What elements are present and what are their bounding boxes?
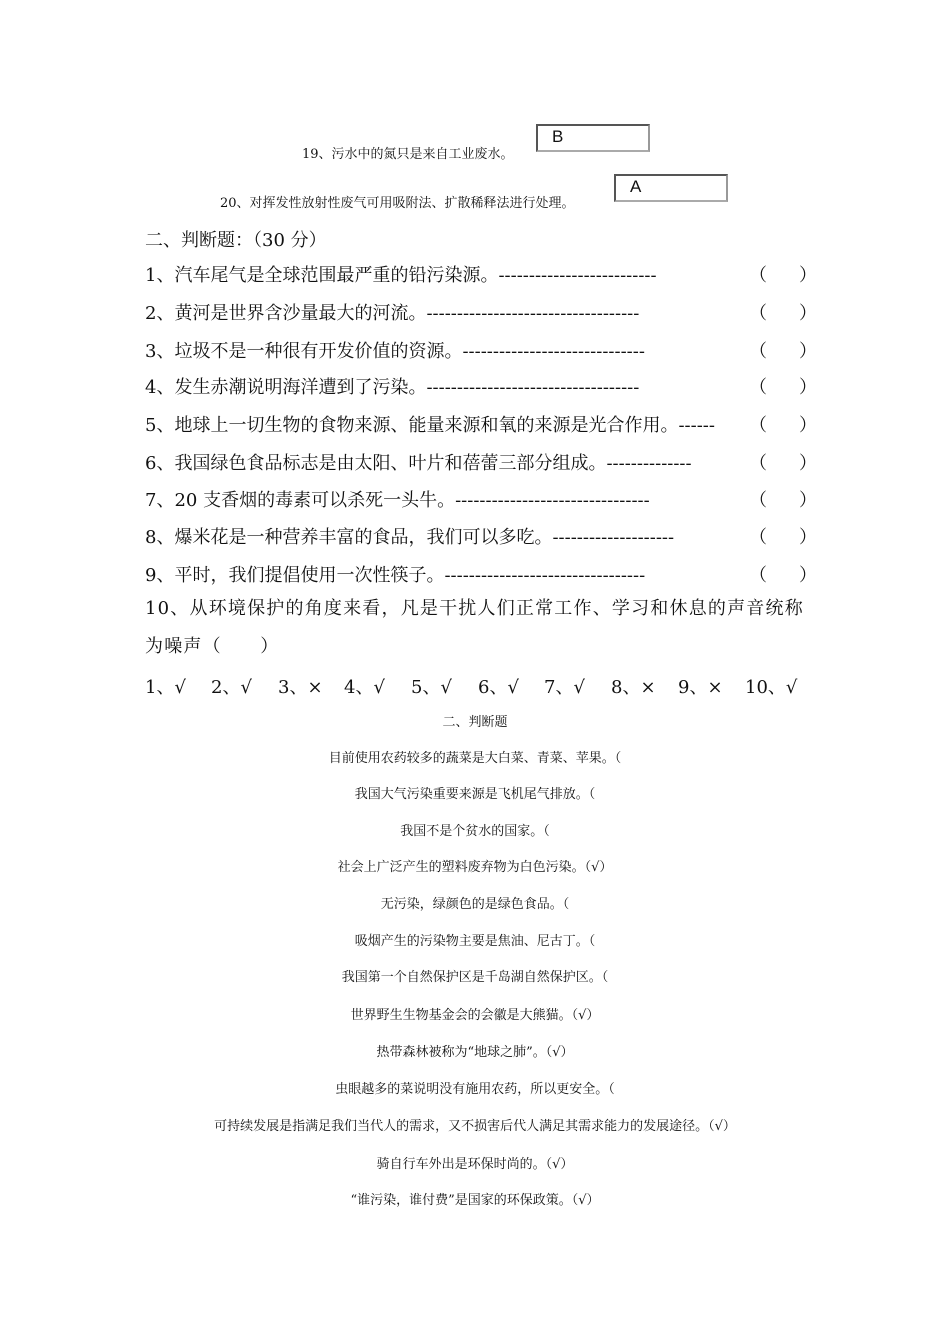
statement-2: 我国大气污染重要来源是飞机尾气排放。（ [354,787,596,802]
answer-7: 7、√ [544,677,585,698]
answer-3: 3、× [278,677,323,698]
judge-item-2 [145,299,817,325]
answer-paren-left: （ [749,377,767,398]
statement-13: “谁污染，谁付费”是国家的环保政策。（√） [350,1193,600,1208]
judge-item-1 [145,261,817,287]
statement-4: 社会上广泛产生的塑料废弃物为白色污染。（√） [337,860,613,875]
judge-question: 2、黄河是世界含沙量最大的河流。----------------------------------- [145,303,640,324]
judge-item-4 [145,373,817,399]
answer-paren-right: ） [799,377,817,398]
answer-paren-left: （ [749,565,767,586]
answer-9: 9、× [678,677,723,698]
answer-box-20[interactable]: A [614,174,728,202]
judge-question: 5、地球上一切生物的食物来源、能量来源和氧的来源是光合作用。------ [145,415,715,436]
statement-8: 世界野生生物基金会的会徽是大熊猫。（√） [350,1008,600,1023]
answer-1: 1、√ [145,677,186,698]
judge-question: 3、垃圾不是一种很有开发价值的资源。------------------------------ [145,341,645,362]
judge-question: 7、20 支香烟的毒素可以杀死一头牛。-------------------------------- [145,490,650,511]
answer-paren-right: ） [799,265,817,286]
answer-paren-left: （ [749,303,767,324]
answer-8: 8、× [611,677,656,698]
statement-10: 虫眼越多的菜说明没有施用农药，所以更安全。（ [335,1082,615,1097]
question-19: 19、污水中的氮只是来自工业废水。 [302,147,514,162]
statement-9: 热带森林被称为“地球之肺”。（√） [376,1045,574,1060]
judge-item-7 [145,486,817,512]
statement-1: 目前使用农药较多的蔬菜是大白菜、青菜、苹果。（ [328,751,622,766]
answer-paren-left: （ [749,490,767,511]
judge-item-8 [145,523,817,549]
answer-paren-right: ） [799,415,817,436]
answer-6: 6、√ [478,677,519,698]
answer-paren-left: （ [749,527,767,548]
statement-12: 骑自行车外出是环保时尚的。（√） [376,1157,574,1172]
judge-question: 4、发生赤潮说明海洋遭到了污染。----------------------------------- [145,377,640,398]
judge-item-3 [145,337,817,363]
statement-5: 无污染，绿颜色的是绿色食品。（ [380,897,570,912]
answer-paren-right: ） [799,565,817,586]
statement-7: 我国第一个自然保护区是千岛湖自然保护区。（ [341,970,609,985]
answer-paren-right: ） [799,527,817,548]
judge-item-6 [145,449,817,475]
judge-item-9 [145,561,817,587]
question-20: 20、对挥发性放射性废气可用吸附法、扩散稀释法进行处理。 [220,196,575,211]
answer-paren-right: ） [799,341,817,362]
answer-10: 10、√ [745,677,798,698]
judge-item-5 [145,411,817,437]
judge-question: 8、爆米花是一种营养丰富的食品，我们可以多吃。-------------------- [145,527,675,548]
answer-paren-left: （ [749,265,767,286]
answer-paren-left: （ [749,341,767,362]
judge-question: 6、我国绿色食品标志是由太阳、叶片和蓓蕾三部分组成。-------------- [145,453,692,474]
answer-box-19[interactable]: B [536,124,650,152]
answer-paren-right: ） [799,453,817,474]
section-2b-title: 二、判断题 [442,715,508,730]
answer-paren-left: （ [749,453,767,474]
statement-11: 可持续发展是指满足我们当代人的需求，又不损害后代人满足其需求能力的发展途径。（√） [214,1119,736,1134]
judge-question: 9、平时，我们提倡使用一次性筷子。--------------------------------- [145,565,646,586]
statement-3: 我国不是个贫水的国家。（ [400,824,550,839]
statement-6: 吸烟产生的污染物主要是焦油、尼古丁。（ [354,934,596,949]
answer-paren-left: （ [749,415,767,436]
judge-item-10: 10、从环境保护的角度来看，凡是干扰人们正常工作、学习和休息的声音统称为噪声（ ） [145,598,804,657]
judge-question: 1、汽车尾气是全球范围最严重的铅污染源。-------------------------- [145,265,657,286]
section-title: 二、判断题：（30 分） [145,230,327,251]
answer-2: 2、√ [211,677,252,698]
answer-5: 5、√ [411,677,452,698]
answer-paren-right: ） [799,490,817,511]
answer-4: 4、√ [344,677,385,698]
answer-paren-right: ） [799,303,817,324]
